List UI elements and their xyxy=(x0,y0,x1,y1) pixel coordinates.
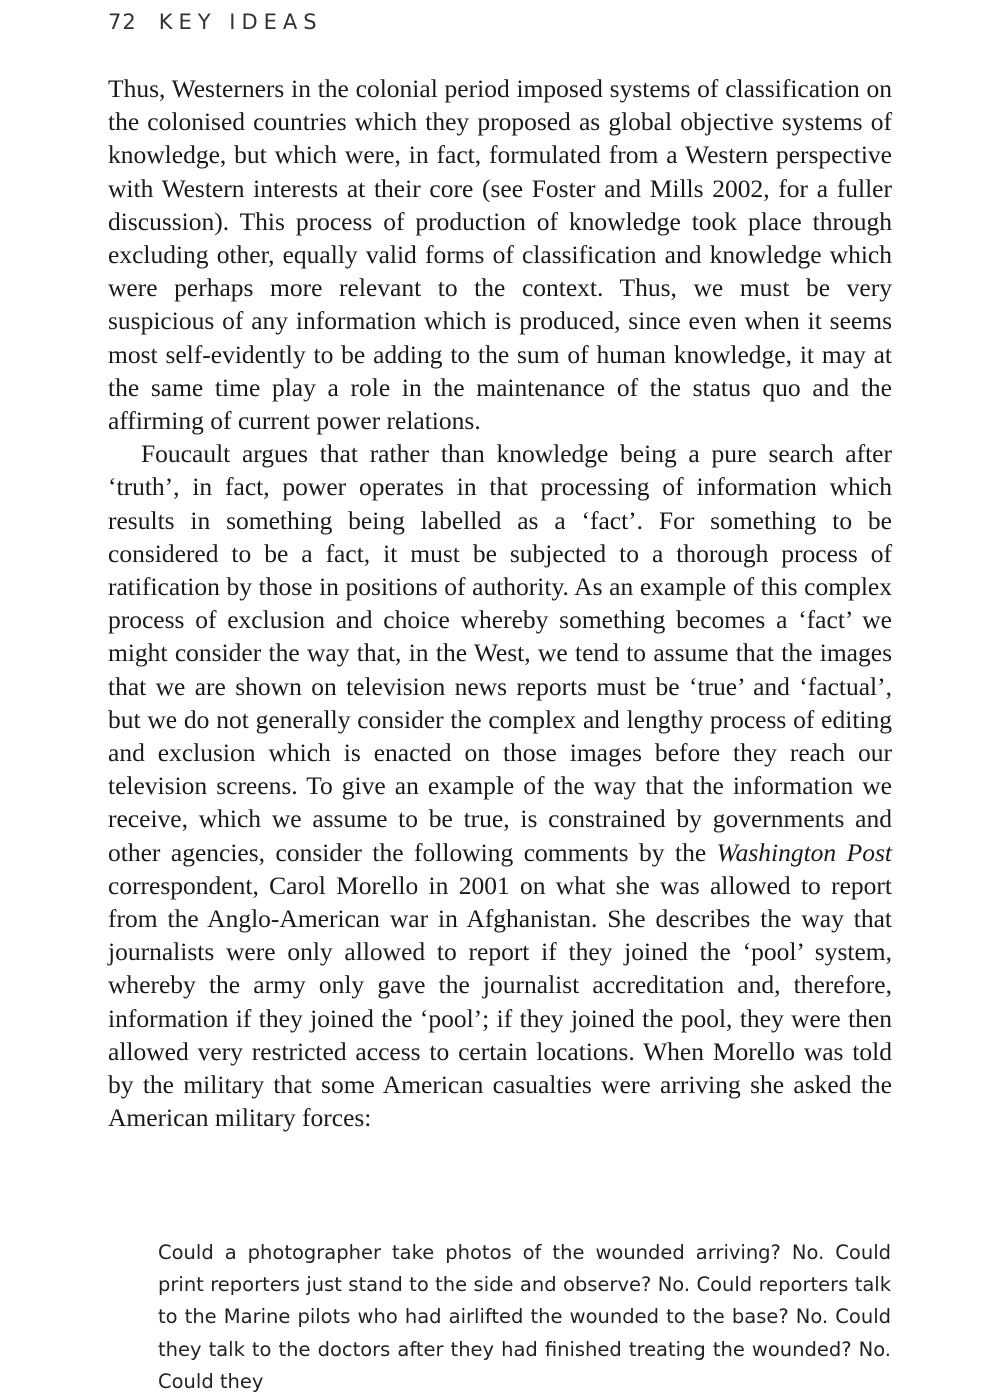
paragraph-2-text-start: Foucault argues that rather than knowledge being a pure search after ‘truth’, in fact, power operates in that processing of information which results in something being labelled as a ‘fact’. For something to be considered to be a fact, it must be subjected to a thorough process of ratification by those in positions of authority. As an example of this complex process of exclusion and choice whereby something becomes a ‘fact’ we might consider the way that, in the West, we tend to assume that the images that we are shown on television news reports must be ‘true’ and ‘factual’, but we do not generally consider the complex and lengthy process of editing and exclusion which is enacted on those images before they reach our television screens. To give an example of the way that the information we receive, which we assume to be true, is constrained by governments and other agencies, consider the following comments by the xyxy=(108,439,892,867)
body-text xyxy=(108,72,892,1135)
block-quote: Could a photographer take photos of the wounded arriving? No. Could print reporters just stand to the side and observe? No. Could reporters talk to the Marine pilots who had airlifted the wounded to the base? No. Could they talk to the doctors after they had finished treating the wounded? No. Could they xyxy=(158,1241,891,1393)
paragraph-1: Thus, Westerners in the colonial period imposed systems of classification on the colonised countries which they proposed as global objective systems of knowledge, but which were, in fact, formulated from a Western perspective with Western interests at their core (see Foster and Mills 2002, for a fuller discussion). This process of production of knowledge took place through excluding other, equally valid forms of classification and knowledge which were perhaps more relevant to the context. Thus, we must be very suspicious of any information which is produced, since even when it seems most self-evidently to be adding to the sum of human knowledge, it may at the same time play a role in the maintenance of the status quo and the affirming of current power relations. xyxy=(108,74,892,436)
paragraph-2-text-end: correspondent, Carol Morello in 2001 on what she was allowed to report from the Anglo-American war in Afghanistan. She describes the way that journalists were only allowed to report if they joined the ‘pool’ system, whereby the army only gave the journalist accreditation and, therefore, information if they joined the ‘pool’; if they joined the pool, they were then allowed very restricted access to certain locations. When Morello was told by the military that some American casualties were arriving she asked the American military forces: xyxy=(108,870,892,1133)
newspaper-title: Washington Post xyxy=(716,837,892,867)
section-title: KEY IDEAS xyxy=(158,10,323,34)
running-head xyxy=(108,10,323,34)
page-number: 72 xyxy=(108,10,137,34)
paragraph-2 xyxy=(108,437,892,1134)
